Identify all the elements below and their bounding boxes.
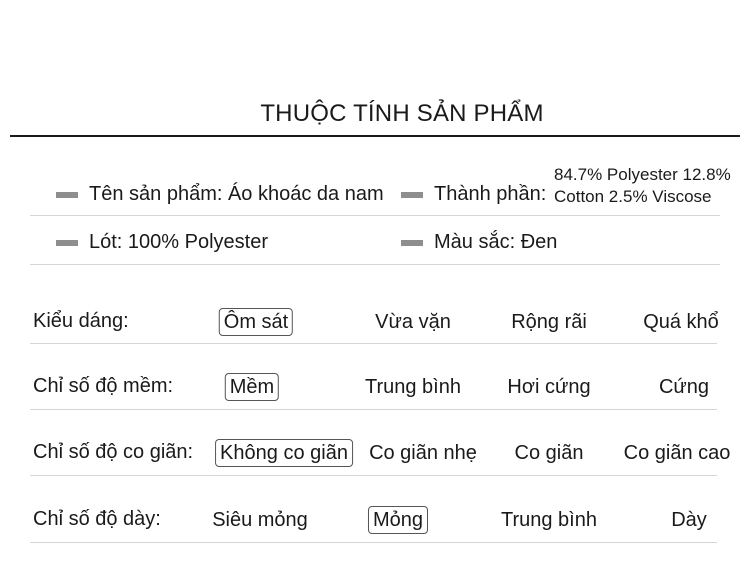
row-divider — [30, 475, 717, 476]
row-divider — [30, 409, 717, 410]
bullet-dash-icon — [56, 240, 78, 246]
option-item: Co giãn cao — [623, 442, 731, 464]
bullet-dash-icon — [401, 192, 423, 198]
option-item-selected: Ôm sát — [219, 308, 293, 336]
option-item: Dày — [671, 509, 707, 531]
option-item: Vừa vặn — [375, 311, 451, 333]
bullet-dash-icon — [56, 192, 78, 198]
index-row-softness — [0, 367, 750, 407]
option-item: Cứng — [658, 376, 710, 398]
row-label: Chỉ số độ co giãn: — [33, 441, 194, 463]
row-label: Kiểu dáng: — [33, 310, 129, 332]
attr-composition-label: Thành phần: — [434, 183, 547, 205]
option-item-selected: Mỏng — [368, 506, 428, 534]
attr-color — [401, 231, 557, 254]
option-item: Trung bình — [501, 509, 597, 531]
attr-product-name-text: Tên sản phẩm: Áo khoác da nam — [89, 183, 384, 205]
row-label: Chỉ số độ mềm: — [33, 375, 174, 397]
row-label: Chỉ số độ dày: — [33, 508, 161, 530]
bullet-dash-icon — [401, 240, 423, 246]
attr-composition-value — [554, 164, 731, 208]
option-item: Siêu mỏng — [212, 509, 308, 531]
row-divider — [30, 343, 717, 344]
option-item: Rộng rãi — [511, 311, 587, 333]
composition-line-2: Cotton 2.5% Viscose — [554, 187, 712, 206]
option-item: Hơi cứng — [507, 376, 591, 398]
composition-line-1: 84.7% Polyester 12.8% — [554, 165, 731, 184]
attr-lining — [56, 231, 268, 254]
index-row-stretch — [0, 433, 750, 473]
title-divider — [10, 135, 740, 137]
attr-divider — [30, 215, 720, 216]
index-row-thickness — [0, 500, 750, 540]
page-title: THUỘC TÍNH SẢN PHẨM — [260, 100, 544, 127]
attr-lining-text: Lót: 100% Polyester — [89, 231, 268, 253]
attr-color-text: Màu sắc: Đen — [434, 231, 558, 253]
attr-product-name — [56, 183, 384, 206]
option-item-selected: Không co giãn — [215, 439, 353, 467]
option-item-selected: Mềm — [225, 373, 279, 401]
row-divider — [30, 542, 717, 543]
index-row-style — [0, 302, 750, 342]
option-item: Co giãn nhẹ — [369, 442, 477, 464]
option-item: Quá khổ — [643, 311, 719, 333]
attr-composition — [401, 183, 546, 206]
option-item: Trung bình — [365, 376, 461, 398]
option-item: Co giãn — [514, 442, 584, 464]
attr-divider — [30, 264, 720, 265]
